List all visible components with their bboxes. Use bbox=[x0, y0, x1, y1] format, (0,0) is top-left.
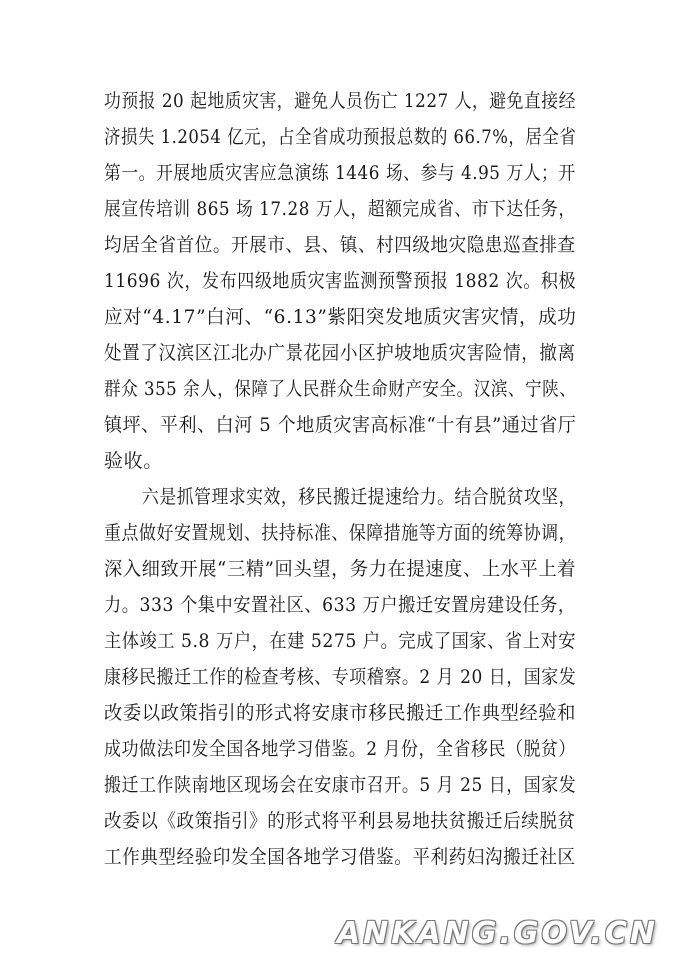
text-line: 力。333 个集中安置社区、633 万户搬迁安置房建设任务， bbox=[104, 594, 576, 616]
text-line: 镇坪、平利、白河 5 个地质灾害高标准“十有县”通过省厅 bbox=[104, 414, 577, 436]
text-line: 改委以政策指引的形式将安康市移民搬迁工作典型经验和 bbox=[104, 702, 577, 724]
text-line: 应对“4.17”白河、“6.13”紫阳突发地质灾害灾情，成功 bbox=[104, 306, 577, 328]
text-line: 康移民搬迁工作的检查考核、专项稽察。2 月 20 日，国家发 bbox=[104, 666, 577, 688]
text-line: 改委以《政策指引》的形式将平利县易地扶贫搬迁后续脱贫 bbox=[104, 810, 576, 832]
text-line: 搬迁工作陕南地区现场会在安康市召开。5 月 25 日，国家发 bbox=[104, 774, 577, 796]
text-line: 济损失 1.2054 亿元，占全省成功预报总数的 66.7%，居全省 bbox=[104, 126, 577, 148]
text-line: 展宣传培训 865 场 17.28 万人，超额完成省、市下达任务， bbox=[104, 198, 576, 220]
site-watermark: ANKANG.GOV.CN bbox=[336, 916, 658, 951]
text-line: 重点做好安置规划、扶持标准、保障措施等方面的统筹协调， bbox=[104, 522, 577, 544]
text-line: 第一。开展地质灾害应急演练 1446 场、参与 4.95 万人；开 bbox=[104, 162, 576, 184]
paragraph-first-line: 六是抓管理求实效，移民搬迁提速给力。结合脱贫攻坚， bbox=[142, 486, 577, 508]
text-line: 工作典型经验印发全国各地学习借鉴。平利药妇沟搬迁社区 bbox=[104, 846, 576, 868]
text-line: 验收。 bbox=[104, 450, 163, 472]
text-line: 主体竣工 5.8 万户，在建 5275 户。完成了国家、省上对安 bbox=[104, 630, 576, 652]
text-line: 均居全省首位。开展市、县、镇、村四级地灾隐患巡查排查 bbox=[104, 234, 576, 256]
text-line: 处置了汉滨区江北办广景花园小区护坡地质灾害险情，撤离 bbox=[104, 342, 576, 364]
text-line: 功预报 20 起地质灾害，避免人员伤亡 1227 人，避免直接经 bbox=[104, 90, 576, 112]
text-line: 成功做法印发全国各地学习借鉴。2 月份，全省移民（脱贫） bbox=[104, 738, 576, 760]
text-line: 深入细致开展“三精”回头望，务力在提速度、上水平上着 bbox=[104, 558, 577, 580]
text-line: 11696 次，发布四级地质灾害监测预警预报 1882 次。积极 bbox=[104, 270, 577, 292]
text-line: 群众 355 余人，保障了人民群众生命财产安全。汉滨、宁陕、 bbox=[104, 378, 577, 400]
